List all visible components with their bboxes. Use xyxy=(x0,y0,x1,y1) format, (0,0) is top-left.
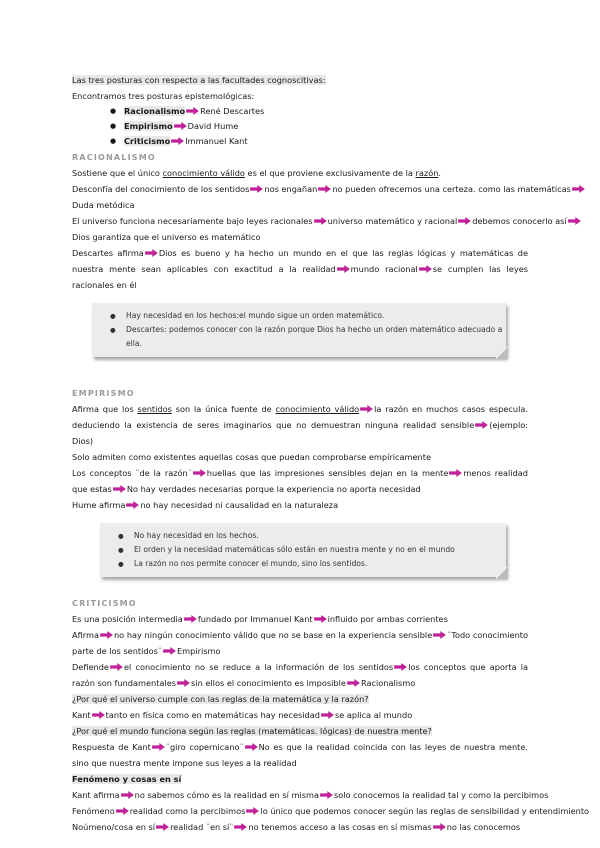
note-item: ● Hay necesidad en los hechos:el mundo sigue un orden matemático. xyxy=(110,309,506,323)
right-arrow-icon xyxy=(321,711,334,719)
right-arrow-icon xyxy=(177,679,190,687)
paragraph: Desconfía del conocimiento de los sentidos nos engañan no pueden ofrecernos una certeza. como las matemáticas xyxy=(72,181,528,197)
section-heading-empirismo: EMPIRISMO xyxy=(72,389,135,398)
right-arrow-icon xyxy=(92,711,105,719)
note-item: ● Descartes: podemos conocer con la razón porque Dios ha hecho un orden matemático adecuado a ella. xyxy=(110,323,506,351)
note-item: ● La razón no nos permite conocer el mundo, sino los sentidos. xyxy=(118,557,506,571)
right-arrow-icon xyxy=(113,485,126,493)
right-arrow-icon xyxy=(419,265,432,273)
right-arrow-icon xyxy=(145,249,158,257)
question: ¿Por qué el mundo funciona según las reglas (matemáticas. lógicas) de nuestra mente? xyxy=(72,726,432,736)
paragraph: Kant tanto en física como en matemáticas hay necesidad se aplica al mundo xyxy=(72,710,413,720)
paragraph: Noúmeno/cosa en sí realidad ¨en sí¨ no tenemos acceso a las cosas en sí mismas no las conocemos xyxy=(72,822,521,832)
right-arrow-icon xyxy=(116,807,129,815)
subheading: Fenómeno y cosas en sí xyxy=(72,774,182,784)
right-arrow-icon xyxy=(100,631,113,639)
right-arrow-icon xyxy=(246,807,259,815)
paragraph: El universo funciona necesariamente bajo leyes racionales universo matemático y racional debemos conocerlo así xyxy=(72,213,528,229)
paragraph: Sostiene que el único conocimiento válido es el que proviene exclusivamente de la razón. xyxy=(72,168,442,178)
right-arrow-icon xyxy=(234,823,247,831)
paragraph: Dios garantiza que el universo es matemático xyxy=(72,232,261,242)
paragraph: Fenómeno realidad como la percibimos lo único que podemos conocer según las reglas de sensibilidad y entendimiento xyxy=(72,806,590,816)
list-item: ● Racionalismo René Descartes xyxy=(110,104,528,119)
paragraph: Es una posición intermedia fundado por Immanuel Kant influido por ambas corrientes xyxy=(72,614,448,624)
right-arrow-icon xyxy=(174,122,187,130)
right-arrow-icon xyxy=(337,265,350,273)
document-page xyxy=(72,72,590,835)
right-arrow-icon xyxy=(433,823,446,831)
right-arrow-icon xyxy=(433,631,446,639)
paragraph: Solo admiten como existentes aquellas cosas que puedan comprobarse empíricamente xyxy=(72,452,431,462)
right-arrow-icon xyxy=(171,137,184,145)
paragraph: Hume afirma no hay necesidad ni causalidad en la naturaleza xyxy=(72,500,339,510)
paragraph: Afirma no hay ningún conocimiento válido que no se base en la experiencia sensible ¨Todo conocimiento parte de los sentidos¨ Empirismo xyxy=(72,630,529,656)
list-item: ● Empirismo David Hume xyxy=(110,119,528,134)
right-arrow-icon xyxy=(475,421,488,429)
right-arrow-icon xyxy=(193,469,206,477)
page-curl xyxy=(496,567,508,579)
right-arrow-icon xyxy=(163,647,176,655)
intro-subtitle: Encontramos tres posturas epistemológicas: xyxy=(72,91,255,101)
note-item: ● No hay necesidad en los hechos. xyxy=(118,529,506,543)
right-arrow-icon xyxy=(318,185,331,193)
right-arrow-icon xyxy=(458,217,471,225)
section-heading-criticismo: CRITICISMO xyxy=(72,599,137,608)
right-arrow-icon xyxy=(347,679,360,687)
page-curl xyxy=(496,347,508,359)
right-arrow-icon xyxy=(572,185,585,193)
postures-list xyxy=(72,104,528,149)
right-arrow-icon xyxy=(449,469,462,477)
note-item: ● El orden y la necesidad matemáticas sólo están en nuestra mente y no en el mundo xyxy=(118,543,506,557)
note-box-racionalismo xyxy=(92,303,506,357)
paragraph: Los conceptos ¨de la razón¨ huellas que las impresiones sensibles dejan en la mente menos realidad que estas No hay verdades necesarias porque la experiencia no aporta necesidad xyxy=(72,468,528,494)
right-arrow-icon xyxy=(245,743,258,751)
right-arrow-icon xyxy=(360,405,373,413)
right-arrow-icon xyxy=(156,823,169,831)
right-arrow-icon xyxy=(320,791,333,799)
right-arrow-icon xyxy=(314,217,327,225)
note-box-empirismo xyxy=(100,523,506,577)
list-item: ● Criticismo Immanuel Kant xyxy=(110,134,528,149)
paragraph: Defiende el conocimiento no se reduce a la información de los sentidos los conceptos que aporta la razón son fundamentales sin ellos el conocimiento es imposible Racionalismo xyxy=(72,662,528,688)
paragraph: Afirma que los sentidos son la única fuente de conocimiento válido la razón en muchos casos especula. deduciendo la existencia de seres imaginarios que no demuestran ninguna realidad sensible (ejemplo: Dios) xyxy=(72,404,528,446)
right-arrow-icon xyxy=(110,663,123,671)
question: ¿Por qué el universo cumple con las reglas de la matemática y la razón? xyxy=(72,694,369,704)
paragraph: Descartes afirma Dios es bueno y ha hecho un mundo en el que las reglas lógicas y matemáticas de nuestra mente sean aplicables con exactitud a la realidad mundo racional se cumplen las leyes racionales en él xyxy=(72,248,528,290)
right-arrow-icon xyxy=(314,615,327,623)
right-arrow-icon xyxy=(126,501,139,509)
right-arrow-icon xyxy=(394,663,407,671)
right-arrow-icon xyxy=(186,107,199,115)
intro-title: Las tres posturas con respecto a las facultades cognoscitivas: xyxy=(72,75,326,85)
right-arrow-icon xyxy=(568,217,581,225)
right-arrow-icon xyxy=(250,185,263,193)
paragraph: Respuesta de Kant ¨giro copernicano¨ No es que la realidad coincida con las leyes de nuestra mente. sino que nuestra mente impone sus leyes a la realidad xyxy=(72,742,528,768)
paragraph: Duda metódica xyxy=(72,200,135,210)
right-arrow-icon xyxy=(152,743,165,751)
section-heading-racionalismo: RACIONALISMO xyxy=(72,153,156,162)
right-arrow-icon xyxy=(121,791,134,799)
paragraph: Kant afirma no sabemos cómo es la realidad en sí misma solo conocemos la realidad tal y como la percibimos xyxy=(72,790,549,800)
right-arrow-icon xyxy=(184,615,197,623)
